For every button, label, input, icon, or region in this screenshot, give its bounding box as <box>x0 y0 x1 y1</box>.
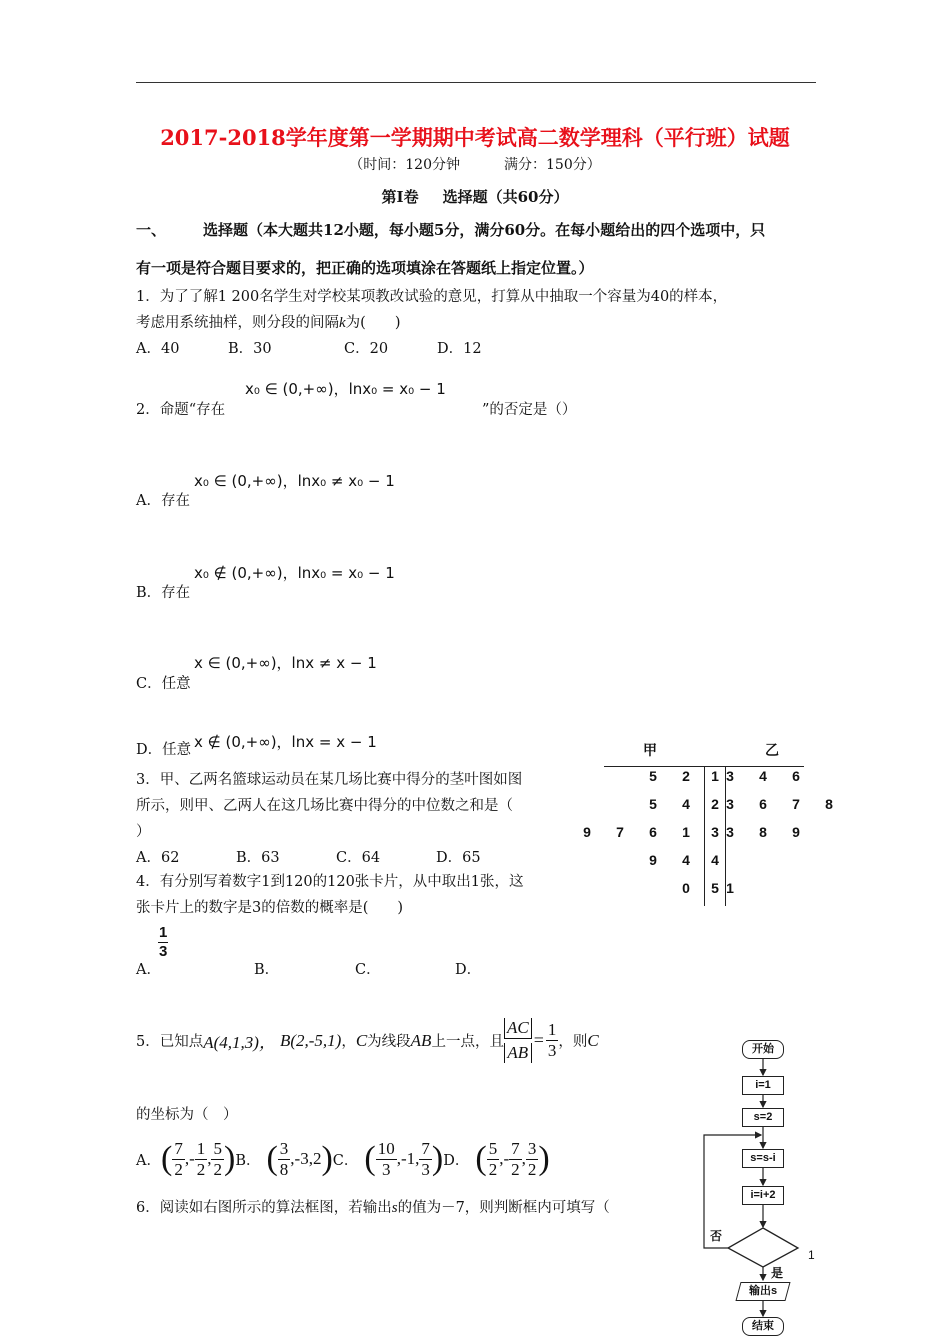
flowchart-no-label: 否 <box>710 1229 723 1243</box>
stem-leaf-right-leaf: 6 <box>792 768 800 784</box>
q5-a-frac1 <box>172 1139 185 1180</box>
q5-p4: 上一点，且 <box>431 1034 504 1050</box>
stem-leaf-left-leaf: 1 <box>682 824 690 840</box>
stem-leaf-left-leaf: 5 <box>649 796 657 812</box>
stem-leaf-left-leaf: 4 <box>682 796 690 812</box>
q4-option-b: B． <box>254 962 280 978</box>
q2-option-b-formula: x₀ ∉ (0,+∞)，lnx₀ = x₀ − 1 <box>194 564 395 582</box>
q5-d-frac2 <box>509 1139 522 1180</box>
q5-value-den: 3 <box>547 1041 557 1060</box>
q2-prefix: 2．命题“存在 <box>136 402 226 418</box>
q5-p5: ，则 <box>558 1034 588 1050</box>
flowchart-update-s: s=s-i <box>742 1149 784 1168</box>
q5-c-frac2-num: 7 <box>421 1138 430 1158</box>
stem-leaf-stem: 1 <box>711 768 719 784</box>
stem-leaf-left-leaf: 6 <box>649 824 657 840</box>
q1-line2b: 为( ) <box>345 315 401 331</box>
q4-option-d: D． <box>455 962 482 978</box>
section-heading <box>0 186 950 207</box>
q1-option-d: D．12 <box>437 341 482 357</box>
flowchart-output <box>735 1282 790 1301</box>
q5-value-num: 1 <box>547 1020 557 1039</box>
q5-ratio-num: AC <box>504 1018 532 1039</box>
exam-time: （时间：120分钟 <box>349 157 460 173</box>
q5-point-c: C <box>355 1030 368 1050</box>
stem-leaf-left-leaf: 2 <box>682 768 690 784</box>
q5-c-frac1-num: 10 <box>377 1138 395 1158</box>
stem-leaf-right-leaf: 3 <box>726 796 734 812</box>
q4-frac-den: 3 <box>159 943 168 960</box>
stem-leaf-left-leaf: 9 <box>583 824 591 840</box>
q5-c-frac2-den: 3 <box>421 1159 430 1179</box>
q2-option-c-label: C．任意 <box>136 676 191 692</box>
header-rule <box>136 82 816 83</box>
q5-a-frac2-num: 1 <box>196 1138 206 1158</box>
q2-option-a-formula: x₀ ∈ (0,+∞)，lnx₀ ≠ x₀ − 1 <box>194 472 395 490</box>
flowchart-init-s: s=2 <box>742 1108 784 1127</box>
flowchart-update-i: i=i+2 <box>742 1186 784 1205</box>
q5-line1 <box>136 1018 599 1063</box>
q5-c-mid: ,‐1, <box>396 1149 420 1168</box>
stem-leaf-left-leaf: 7 <box>616 824 624 840</box>
q5-b-frac1 <box>278 1139 291 1180</box>
q4-option-c: C． <box>355 962 381 978</box>
stem-leaf-right-leaf: 1 <box>726 880 734 896</box>
q5-a-frac2 <box>195 1139 208 1180</box>
stem-leaf-right-leaf: 6 <box>759 796 767 812</box>
q5-ratio-den: AB <box>504 1043 532 1063</box>
exam-title: 2017-2018学年度第一学期期中考试高二数学理科（平行班）试题 <box>160 125 790 150</box>
stem-leaf-left-header: 甲 <box>643 742 657 758</box>
q5-point-b: B(2,‐5,1) <box>279 1030 342 1050</box>
q5-b-frac1-num: 3 <box>279 1138 289 1158</box>
exam-subtitle <box>0 154 950 174</box>
q6-text-a: 6．阅读如右图所示的算法框图，若输出 <box>136 1200 392 1216</box>
q5-p3: 为线段 <box>367 1034 411 1050</box>
q5-value-fraction <box>546 1020 559 1061</box>
q5-equals: = <box>533 1030 544 1050</box>
q5-a-frac2-den: 2 <box>196 1159 206 1179</box>
stem-leaf-right-leaf: 3 <box>726 768 734 784</box>
q5-d-frac1-den: 2 <box>488 1159 498 1179</box>
q5-segment-ab: AB <box>410 1030 432 1050</box>
stem-leaf-left-leaf: 9 <box>649 852 657 868</box>
stem-leaf-right-leaf: 3 <box>726 824 734 840</box>
q4-frac-num: 1 <box>159 924 168 941</box>
q5-options: A． ( $\frac{7}{2}$ ,‐ $\frac{1}{2}$ , $\frac{5}{2}$ ) B． ( $\frac{3}{8}$ ,‐3,2 ) C． ( $\frac{10}{3}$ ,‐1, $\frac{7}{3}$ ) D． ( $\frac{5}{2}$ ,‐ $\frac{7}{2}$ , $\frac{3}{2}$ ) <box>136 1138 550 1179</box>
q2-option-d-formula: x ∉ (0,+∞)，lnx = x − 1 <box>194 733 377 751</box>
q1-line1: 1．为了了解1 200名学生对学校某项教改试验的意见，打算从中抽取一个容量为40的样本， <box>136 289 728 305</box>
stem-leaf-right-leaf: 8 <box>759 824 767 840</box>
q2-option-b-label: B．存在 <box>136 585 191 601</box>
stem-leaf-stem: 5 <box>711 880 719 896</box>
q4-option-a: A． <box>136 962 161 978</box>
q1-line2a: 考虑用系统抽样，则分段的间隔 <box>136 315 339 331</box>
q5-c-frac2 <box>419 1139 432 1180</box>
flowchart-yes-label: 是 <box>771 1266 784 1280</box>
q1-option-c: C．20 <box>344 341 389 357</box>
flowchart-output-label: 输出s <box>748 1285 778 1297</box>
q3-line3: ） <box>136 824 151 840</box>
q5-d-frac3-den: 2 <box>527 1159 537 1179</box>
q5-a-frac3 <box>211 1139 224 1180</box>
q1-option-b: B．30 <box>228 341 272 357</box>
q5-d-frac1-num: 5 <box>488 1138 498 1158</box>
q3-option-c: C．64 <box>336 850 381 866</box>
q5-a-frac3-den: 2 <box>213 1159 222 1179</box>
stem-leaf-stem: 4 <box>711 852 719 868</box>
q5-ratio-fraction <box>504 1018 532 1063</box>
q5-option-b-label: B． <box>235 1152 261 1169</box>
q4-option-a-fraction <box>158 924 168 961</box>
q3-option-d: D．65 <box>436 850 481 866</box>
section-title: 第Ⅰ卷 <box>381 188 419 206</box>
q3-option-a: A．62 <box>136 850 180 866</box>
page-number: 1 <box>808 1248 815 1262</box>
q5-d-frac2-num: 7 <box>511 1138 520 1158</box>
q5-d-frac3-num: 3 <box>527 1138 537 1158</box>
q2-option-d-label: D．任意 <box>136 742 192 758</box>
part-instructions-line2: 有一项是符合题目要求的，把正确的选项填涂在答题纸上指定位置。） <box>136 259 594 277</box>
q5-point-c2: C <box>587 1030 599 1050</box>
q2-option-a-label: A．存在 <box>136 493 190 509</box>
q1-line2 <box>136 311 401 332</box>
flowchart-init-i: i=1 <box>742 1076 784 1095</box>
q5-a-frac1-den: 2 <box>174 1159 183 1179</box>
q5-option-c-label: C． <box>332 1152 359 1169</box>
q3-line2: 所示，则甲、乙两人在这几场比赛中得分的中位数之和是（ <box>136 798 513 814</box>
stem-leaf-right-leaf: 4 <box>759 768 767 784</box>
stem-leaf-right-leaf: 8 <box>825 796 833 812</box>
q5-d-frac2-den: 2 <box>511 1159 520 1179</box>
q5-line2: 的坐标为（ ） <box>136 1107 238 1123</box>
q5-d-frac1 <box>487 1139 500 1180</box>
q5-option-a-label: A． <box>136 1152 161 1169</box>
q5-option-d-label: D． <box>443 1152 470 1169</box>
q5-point-a: A(4,1,3)， <box>203 1033 276 1052</box>
q1-k: k <box>339 315 346 331</box>
stem-leaf-right-header: 乙 <box>765 742 779 758</box>
q3-option-b: B．63 <box>236 850 280 866</box>
q5-p1: 5．已知点 <box>136 1034 204 1050</box>
q4-line2: 张卡片上的数字是3的倍数的概率是( ) <box>136 900 404 916</box>
exam-score: 满分：150分） <box>504 157 601 173</box>
q4-line1: 4．有分别写着数字1到120的120张卡片，从中取出1张，这 <box>136 874 524 890</box>
q6-line1 <box>136 1196 610 1217</box>
q5-a-frac3-num: 5 <box>213 1138 222 1158</box>
stem-leaf-stem: 2 <box>711 796 719 812</box>
q1-option-a: A．40 <box>136 341 180 357</box>
q5-c-frac1-den: 3 <box>381 1159 391 1179</box>
q6-s: s <box>391 1200 398 1216</box>
algorithm-flowchart <box>700 1036 830 1336</box>
q2-formula: x₀ ∈ (0,+∞)，lnx₀ = x₀ − 1 <box>245 380 446 398</box>
stem-leaf-right-leaf: 7 <box>792 796 800 812</box>
stem-leaf-left-leaf: 4 <box>682 852 690 868</box>
stem-leaf-plot <box>583 738 833 908</box>
stem-leaf-stem: 3 <box>711 824 719 840</box>
q6-text-b: 的值为－7，则判断框内可填写（ <box>397 1200 610 1216</box>
q5-b-frac1-den: 8 <box>279 1159 289 1179</box>
part-number: 一、 <box>136 221 167 239</box>
flowchart-start: 开始 <box>742 1040 784 1059</box>
q3-line1: 3．甲、乙两名篮球运动员在某几场比赛中得分的茎叶图如图 <box>136 772 523 788</box>
q2-suffix: ”的否定是（） <box>482 402 577 418</box>
q5-c-frac1 <box>376 1139 397 1180</box>
decision-diamond <box>728 1228 798 1267</box>
stem-leaf-left-leaf: 0 <box>682 880 690 896</box>
q5-p2: ， <box>341 1034 356 1050</box>
stem-leaf-left-leaf: 5 <box>649 768 657 784</box>
flowchart-end: 结束 <box>742 1317 784 1336</box>
q2-option-c-formula: x ∈ (0,+∞)，lnx ≠ x − 1 <box>194 654 377 672</box>
q5-a-frac1-num: 7 <box>174 1138 183 1158</box>
section-subtitle: 选择题（共60分） <box>442 188 569 206</box>
q5-b-rest: ,‐3,2 <box>290 1149 322 1168</box>
q5-d-frac3 <box>526 1139 539 1180</box>
stem-leaf-right-leaf: 9 <box>792 824 800 840</box>
part-instructions-line1: 选择题（本大题共12小题，每小题5分，满分60分。在每小题给出的四个选项中，只 <box>203 221 766 239</box>
